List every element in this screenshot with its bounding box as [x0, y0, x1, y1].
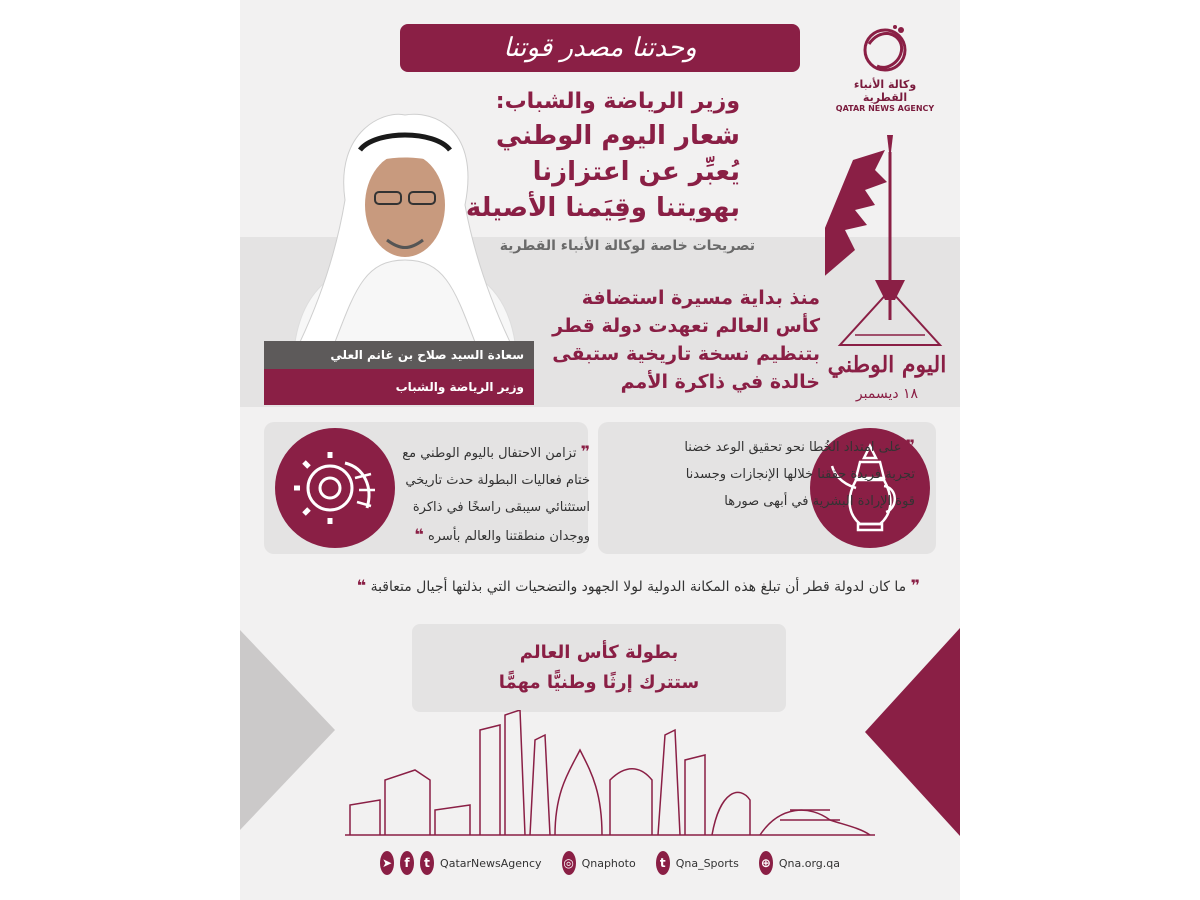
facebook-icon[interactable]: f: [400, 851, 414, 875]
open-quote-mark: ❞: [910, 576, 920, 595]
person-role-box: [264, 369, 534, 405]
gear-icon: [275, 428, 395, 548]
main-quote: منذ بداية مسيرة استضافة كأس العالم تعهدت دولة قطر بتنظيم نسخة تاريخية ستبقى خالدة في ذاكرة الأمم: [552, 287, 820, 393]
close-quote-mark: ❝: [414, 525, 424, 544]
open-quote-mark: ❞: [580, 442, 590, 461]
headline-line-1: وزير الرياضة والشباب:: [495, 89, 740, 114]
card-right-quote: على امتداد الخُطا نحو تحقيق الوعد خضنا تجربة فريدة حققنا خلالها الإنجازات وجسدنا قوة الإرادة البشرية في أبهى صورها: [684, 440, 915, 509]
decor-triangle-left: [240, 630, 335, 830]
telegram-icon[interactable]: ➤: [380, 851, 394, 875]
handle-qna-sports[interactable]: Qna_Sports: [675, 856, 739, 870]
website-link[interactable]: Qna.org.qa: [778, 856, 840, 870]
generations-quote: [280, 576, 920, 595]
logo-arabic-text: وكالة الأنباء القطرية: [853, 78, 917, 104]
world-cup-line-2: ستترك إرثًا وطنيًّا مهمًّا: [498, 672, 700, 693]
generations-quote-text: ما كان لدولة قطر أن تبلغ هذه المكانة الدولية لولا الجهود والتضحيات التي بذلتها أجيال متعاقبة: [370, 579, 907, 595]
slogan-banner: [400, 24, 800, 72]
instagram-icon[interactable]: ◎: [562, 851, 576, 875]
headline-line-2: شعار اليوم الوطني: [495, 121, 740, 151]
card-left-text: [400, 438, 590, 550]
slogan-text: وحدتنا مصدر قوتنا: [503, 33, 697, 63]
logo-english-text: QATAR NEWS AGENCY: [835, 104, 935, 113]
card-right-text: [680, 432, 915, 515]
qna-logo-icon: [855, 22, 915, 78]
minister-portrait: [275, 110, 535, 342]
emblem-title: اليوم الوطني: [827, 352, 947, 378]
qna-logo: [830, 22, 940, 112]
emblem-date: ١٨ ديسمبر: [855, 386, 919, 402]
headline-line-4: بهويتنا وقِيَمنا الأصيلة: [465, 193, 740, 223]
card-left-quote: تزامن الاحتفال باليوم الوطني مع ختام فعاليات البطولة حدث تاريخي استثنائي سيبقى راسخًا في ذاكرة ووجدان منطقتنا والعالم بأسره: [402, 446, 590, 544]
social-footer: [380, 846, 840, 880]
twitter-icon[interactable]: t: [420, 851, 434, 875]
world-cup-legacy-box: [412, 624, 786, 712]
handle-qnaphoto[interactable]: Qnaphoto: [581, 856, 636, 870]
sub-caption: تصريحات خاصة لوكالة الأنباء القطرية: [499, 238, 755, 254]
person-role: وزير الرياضة والشباب: [395, 380, 524, 394]
world-cup-line-1: بطولة كأس العالم: [519, 642, 679, 663]
person-name-box: [264, 341, 534, 369]
person-name: سعادة السيد صلاح بن غانم العلي: [330, 348, 524, 362]
national-day-emblem: [825, 130, 950, 410]
handle-qatarnewsagency[interactable]: QatarNewsAgency: [440, 856, 542, 870]
doha-skyline-illustration: [340, 710, 880, 840]
globe-icon[interactable]: ⊕: [759, 851, 773, 875]
headline-line-3: يُعبِّر عن اعتزازنا: [532, 157, 740, 187]
infographic-poster: [240, 0, 960, 900]
twitter-icon[interactable]: t: [656, 851, 670, 875]
open-quote-mark: ❞: [905, 436, 915, 455]
close-quote-mark: ❝: [356, 576, 367, 595]
